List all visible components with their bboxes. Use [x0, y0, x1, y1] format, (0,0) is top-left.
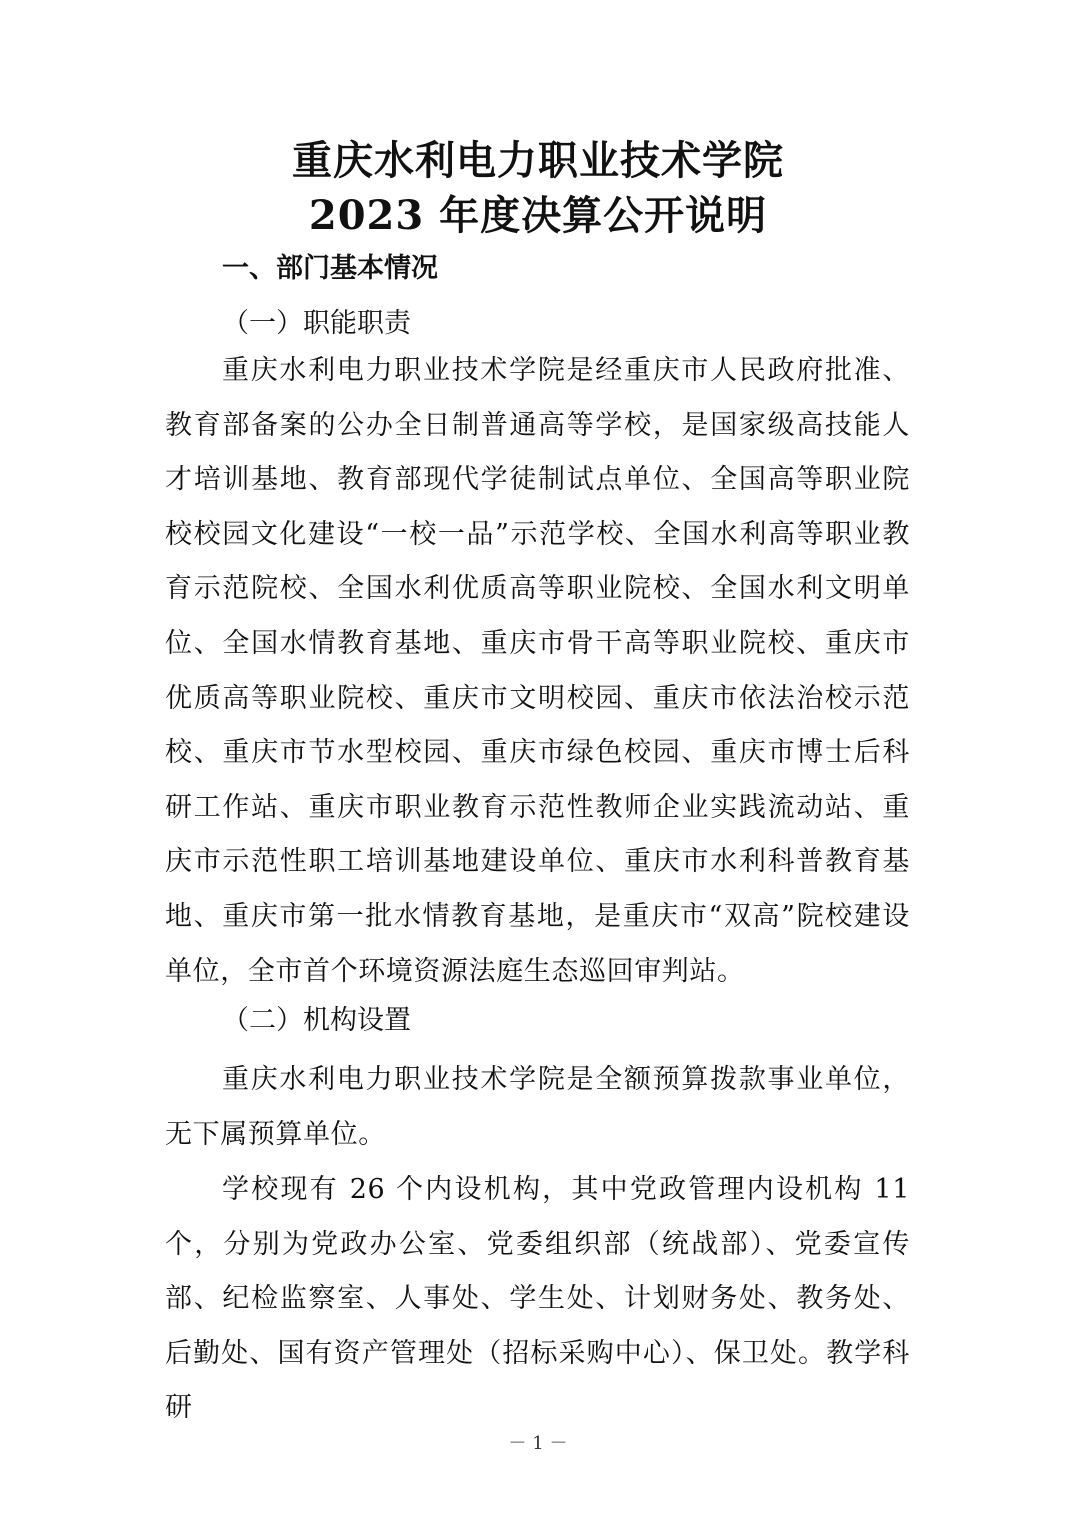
- section-heading-basic-info: 一、部门基本情况: [222, 253, 438, 284]
- document-title-line1: 重庆水利电力职业技术学院: [292, 137, 784, 184]
- subsection-heading-duties: （一）职能职责: [222, 308, 411, 339]
- subsection-heading-organization: （二）机构设置: [222, 1005, 411, 1036]
- paragraph-internal-institutions: 学校现有 26 个内设机构，其中党政管理内设机构 11 个，分别为党政办公室、党委组织部（统战部）、党委宣传部、纪检监察室、人事处、学生处、计划财务处、教务处、后勤处、国有资产管理处（招标采购中心）、保卫处。教学科研: [165, 1174, 910, 1424]
- page-number: － 1 －: [508, 1433, 568, 1454]
- document-title-line2: 2023 年度决算公开说明: [308, 192, 768, 239]
- paragraph-budget-unit: 重庆水利电力职业技术学院是全额预算拨款事业单位，无下属预算单位。: [165, 1064, 910, 1150]
- paragraph-duties: 重庆水利电力职业技术学院是经重庆市人民政府批准、教育部备案的公办全日制普通高等学校，是国家级高技能人才培训基地、教育部现代学徒制试点单位、全国高等职业院校校园文化建设“一校一品”示范学校、全国水利高等职业教育示范院校、全国水利优质高等职业院校、全国水利文明单位、全国水情教育基地、重庆市骨干高等职业院校、重庆市优质高等职业院校、重庆市文明校园、重庆市依法治校示范校、重庆市节水型校园、重庆市绿色校园、重庆市博士后科研工作站、重庆市职业教育示范性教师企业实践流动站、重庆市示范性职工培训基地建设单位、重庆市水利科普教育基地、重庆市第一批水情教育基地，是重庆市“双高”院校建设单位，全市首个环境资源法庭生态巡回审判站。: [165, 355, 910, 987]
